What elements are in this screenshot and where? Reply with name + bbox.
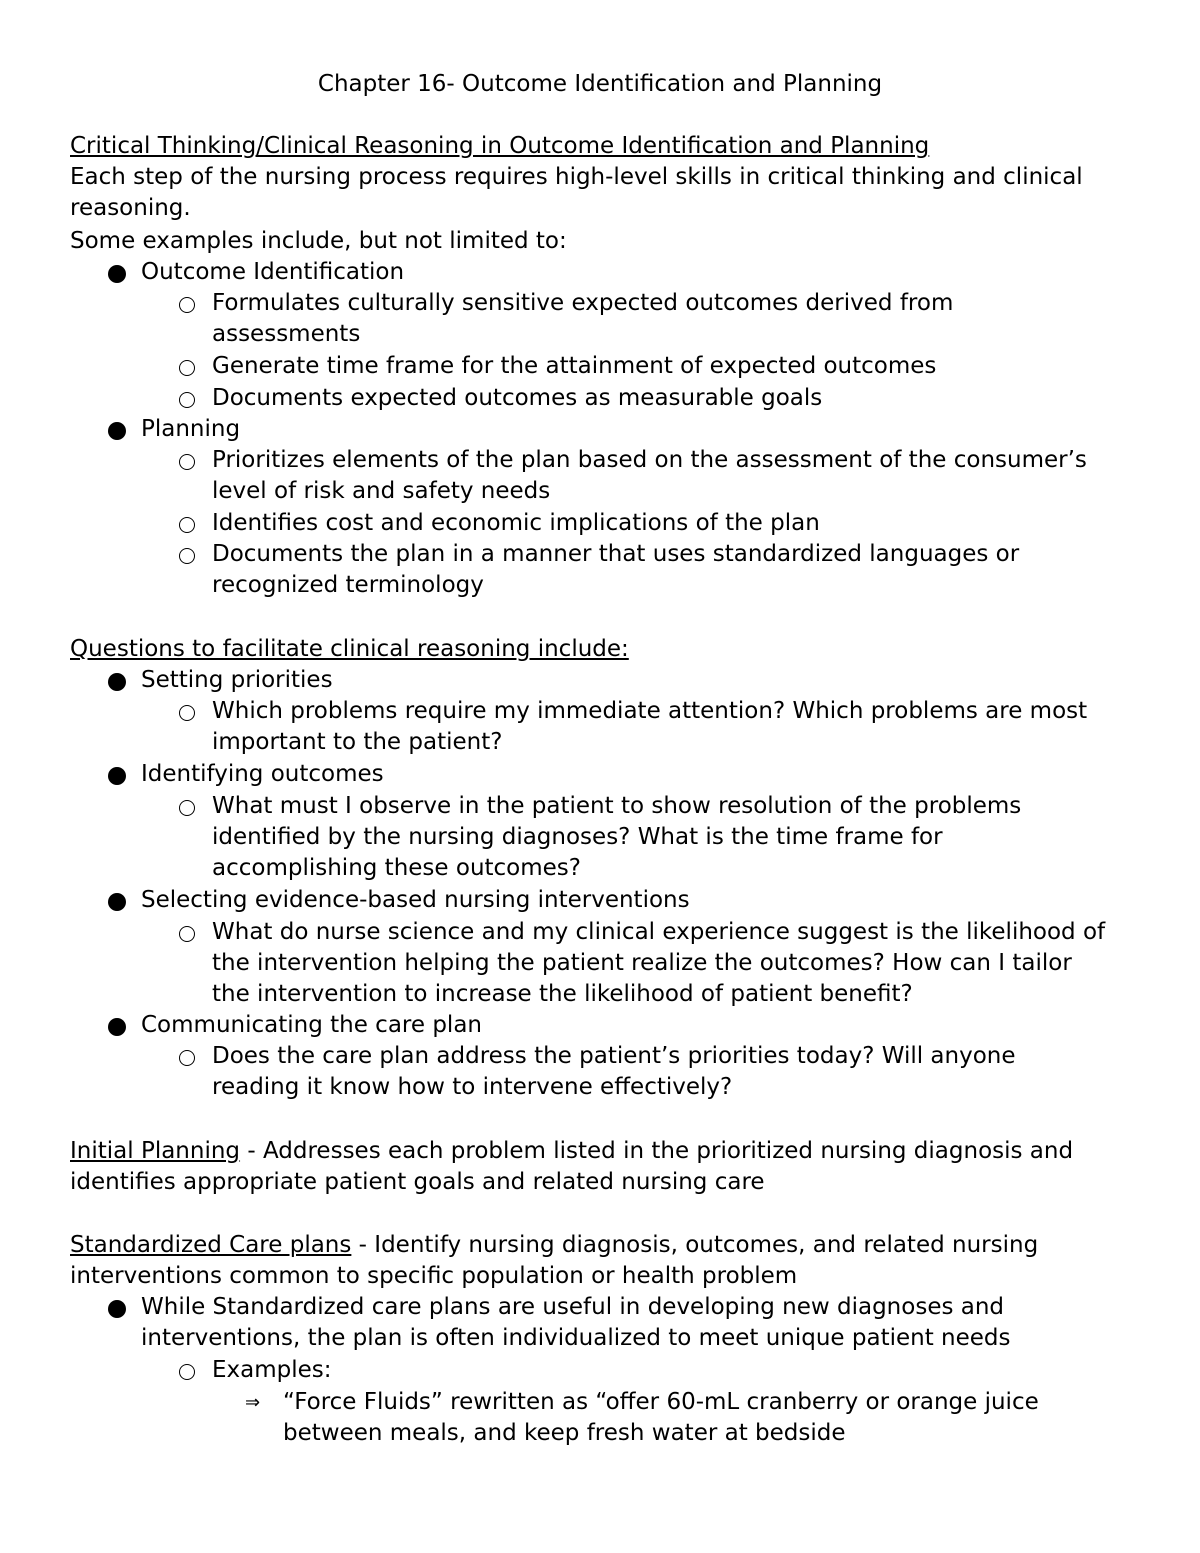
bullet-icon [108, 673, 126, 691]
sub-list-item: Identifies cost and economic implications of the plan [212, 510, 820, 536]
definition-line [70, 1230, 1038, 1261]
paragraph-line: Each step of the nursing process requires high-level skills in critical thinking and clinical [70, 164, 1083, 190]
sub-list-item: Documents expected outcomes as measurable goals [212, 385, 823, 411]
circle-bullet-icon [179, 705, 195, 721]
double-arrow-icon: ⇒ [245, 1392, 261, 1413]
list-item: Identifying outcomes [141, 761, 384, 787]
bullet-icon [108, 767, 126, 785]
definition-line: identifies appropriate patient goals and related nursing care [70, 1169, 765, 1195]
circle-bullet-icon [179, 926, 195, 942]
sub-list-item: Formulates culturally sensitive expected outcomes derived from [212, 290, 954, 316]
sub-list-item: recognized terminology [212, 572, 484, 598]
circle-bullet-icon [179, 454, 195, 470]
section-heading: Critical Thinking/Clinical Reasoning in Outcome Identification and Planning [70, 133, 930, 159]
sub-list-item: Which problems require my immediate attention? Which problems are most [212, 698, 1088, 724]
bullet-icon [108, 1300, 126, 1318]
list-item: interventions, the plan is often individualized to meet unique patient needs [141, 1325, 1011, 1351]
term-standardized-care-plans: Standardized Care plans [70, 1232, 352, 1258]
page-title: Chapter 16- Outcome Identification and Planning [317, 71, 883, 97]
term-initial-planning: Initial Planning [70, 1138, 241, 1164]
list-item: Outcome Identification [141, 259, 405, 285]
example-line: “Force Fluids” rewritten as “offer 60-mL cranberry or orange juice [283, 1389, 1039, 1415]
example-line: between meals, and keep fresh water at bedside [283, 1420, 846, 1446]
circle-bullet-icon [179, 297, 195, 313]
list-item: Setting priorities [141, 667, 333, 693]
section-heading: Questions to facilitate clinical reasoning include: [70, 636, 629, 662]
circle-bullet-icon [179, 548, 195, 564]
sub-list-item: Prioritizes elements of the plan based on the assessment of the consumer’s [212, 447, 1087, 473]
definition-text: - Identify nursing diagnosis, outcomes, and related nursing [351, 1232, 1039, 1258]
paragraph-line: reasoning. [70, 195, 191, 221]
sub-list-item: Documents the plan in a manner that uses standardized languages or [212, 541, 1020, 567]
circle-bullet-icon [179, 1050, 195, 1066]
definition-text: - Addresses each problem listed in the prioritized nursing diagnosis and [240, 1138, 1074, 1164]
sub-list-item: What do nurse science and my clinical experience suggest is the likelihood of [212, 919, 1106, 945]
circle-bullet-icon [179, 360, 195, 376]
sub-list-item: What must I observe in the patient to show resolution of the problems [212, 793, 1022, 819]
sub-list-item: assessments [212, 321, 361, 347]
sub-list-item: identified by the nursing diagnoses? What is the time frame for [212, 824, 943, 850]
sub-list-item: important to the patient? [212, 729, 503, 755]
bullet-icon [108, 893, 126, 911]
sub-list-item: Does the care plan address the patient’s priorities today? Will anyone [212, 1043, 1016, 1069]
list-item: Planning [141, 416, 241, 442]
sub-list-item: Generate time frame for the attainment of expected outcomes [212, 353, 937, 379]
circle-bullet-icon [179, 1364, 195, 1380]
sub-list-item: the intervention to increase the likelihood of patient benefit? [212, 981, 913, 1007]
definition-line [70, 1136, 1073, 1167]
sub-list-item: the intervention helping the patient realize the outcomes? How can I tailor [212, 950, 1072, 976]
paragraph-line: Some examples include, but not limited to: [70, 228, 567, 254]
list-item: Selecting evidence-based nursing interventions [141, 887, 690, 913]
bullet-icon [108, 422, 126, 440]
list-item: Communicating the care plan [141, 1012, 482, 1038]
definition-line: interventions common to specific population or health problem [70, 1263, 798, 1289]
sub-list-item: level of risk and safety needs [212, 478, 551, 504]
bullet-icon [108, 265, 126, 283]
list-item: While Standardized care plans are useful in developing new diagnoses and [141, 1294, 1005, 1320]
circle-bullet-icon [179, 517, 195, 533]
bullet-icon [108, 1018, 126, 1036]
sub-list-item: accomplishing these outcomes? [212, 855, 581, 881]
circle-bullet-icon [179, 800, 195, 816]
sub-list-item: reading it know how to intervene effectively? [212, 1074, 733, 1100]
sub-list-item: Examples: [212, 1357, 332, 1383]
circle-bullet-icon [179, 392, 195, 408]
